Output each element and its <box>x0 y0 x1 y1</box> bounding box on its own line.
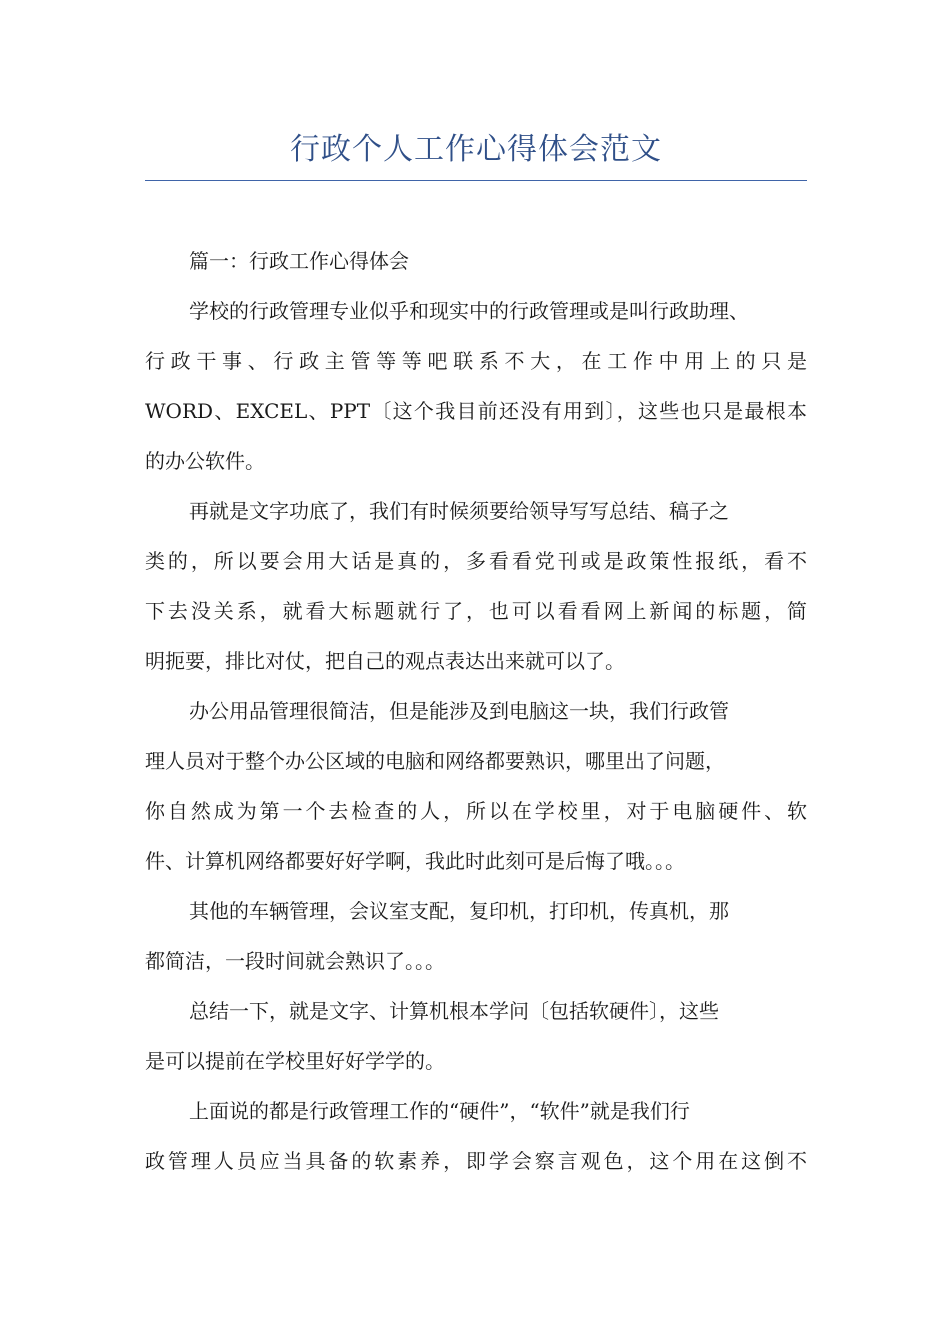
paragraph-line: 办公用品管理很简洁，但是能涉及到电脑这一块，我们行政管 <box>189 699 729 723</box>
paragraph-line: WORD、EXCEL、PPT〔这个我目前还没有用到〕，这些也只是最根本 <box>145 399 807 423</box>
title-underline <box>145 180 807 181</box>
paragraph-line: 的办公软件。 <box>145 449 265 473</box>
paragraph-line: 是可以提前在学校里好好学学的。 <box>145 1049 445 1073</box>
document-body <box>145 236 807 1186</box>
paragraph-line: 类的，所以要会用大话是真的，多看看党刊或是政策性报纸，看不 <box>145 549 807 573</box>
paragraph-line: 你自然成为第一个去检查的人，所以在学校里，对于电脑硬件、软 <box>145 799 807 823</box>
paragraph-line: 学校的行政管理专业似乎和现实中的行政管理或是叫行政助理、 <box>189 299 749 323</box>
paragraph-line: 明扼要，排比对仗，把自己的观点表达出来就可以了。 <box>145 649 625 673</box>
paragraph-line: 行政干事、行政主管等等吧联系不大，在工作中用上的只是 <box>145 349 807 373</box>
paragraph-line: 总结一下，就是文字、计算机根本学问〔包括软硬件〕，这些 <box>189 999 719 1023</box>
paragraph-line: 都简洁，一段时间就会熟识了。。。 <box>145 949 445 973</box>
document-title: 行政个人工作心得体会范文 <box>290 132 662 167</box>
paragraph-line: 再就是文字功底了，我们有时候须要给领导写写总结、稿子之 <box>189 499 729 523</box>
paragraph-line: 件、计算机网络都要好好学啊，我此时此刻可是后悔了哦。。。 <box>145 849 685 873</box>
paragraph-line: 政管理人员应当具备的软素养，即学会察言观色，这个用在这倒不 <box>145 1149 807 1173</box>
paragraph-line: 上面说的都是行政管理工作的“硬件”，“软件”就是我们行 <box>189 1099 690 1123</box>
section-heading: 篇一：行政工作心得体会 <box>189 249 409 273</box>
paragraph-line: 下去没关系，就看大标题就行了，也可以看看网上新闻的标题，简 <box>145 599 807 623</box>
paragraph-line: 理人员对于整个办公区域的电脑和网络都要熟识，哪里出了问题， <box>145 749 725 773</box>
paragraph-line: 其他的车辆管理，会议室支配，复印机，打印机，传真机，那 <box>189 899 729 923</box>
